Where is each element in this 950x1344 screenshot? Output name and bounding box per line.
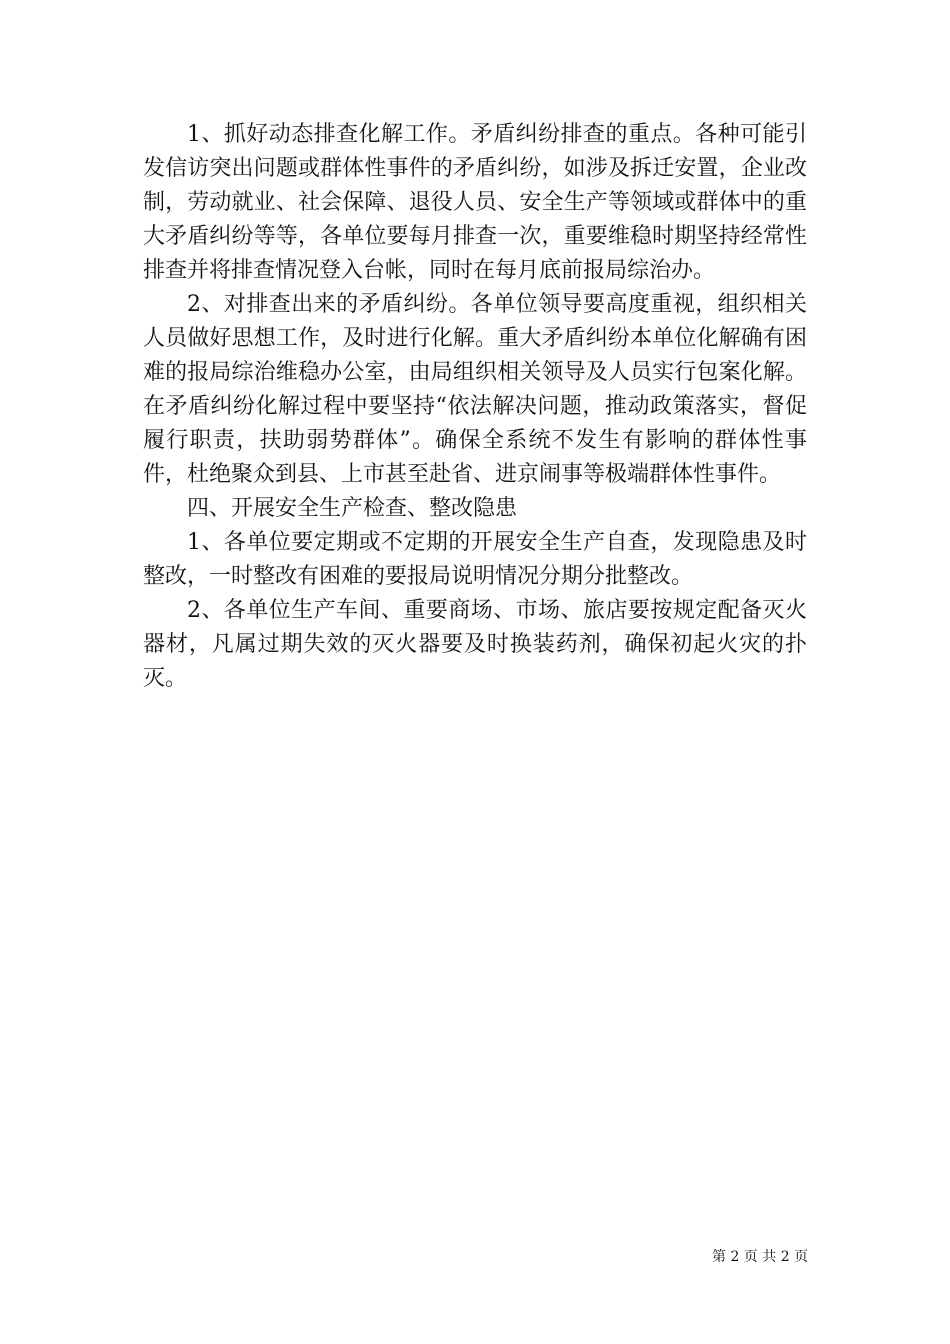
- paragraph-dispute-resolution: 2、对排查出来的矛盾纠纷。各单位领导要高度重视，组织相关人员做好思想工作，及时进行化解。重大矛盾纠纷本单位化解确有困难的报局综治维稳办公室，由局组织相关领导及人员实行包案化解。在矛盾纠纷化解过程中要坚持“依法解决问题，推动政策落实，督促履行职责，扶助弱势群体”。确保全系统不发生有影响的群体性事件，杜绝聚众到县、上市甚至赴省、进京闹事等极端群体性事件。: [143, 292, 807, 487]
- page-number-footer: 第 2 页 共 2 页: [712, 1249, 809, 1265]
- document-body: [143, 118, 807, 696]
- paragraph-self-inspection: 1、各单位要定期或不定期的开展安全生产自查，发现隐患及时整改，一时整改有困难的要报局说明情况分期分批整改。: [143, 530, 807, 589]
- paragraph-dynamic-investigation: 1、抓好动态排查化解工作。矛盾纠纷排查的重点。各种可能引发信访突出问题或群体性事件的矛盾纠纷，如涉及拆迁安置，企业改制，劳动就业、社会保障、退役人员、安全生产等领域或群体中的重大矛盾纠纷等等，各单位要每月排查一次，重要维稳时期坚持经常性排查并将排查情况登入台帐，同时在每月底前报局综治办。: [143, 122, 807, 283]
- paragraph-fire-equipment: 2、各单位生产车间、重要商场、市场、旅店要按规定配备灭火器材，凡属过期失效的灭火器要及时换装药剂，确保初起火灾的扑灭。: [143, 598, 807, 691]
- section-heading-safety-inspection: 四、开展安全生产检查、整改隐患: [187, 496, 518, 521]
